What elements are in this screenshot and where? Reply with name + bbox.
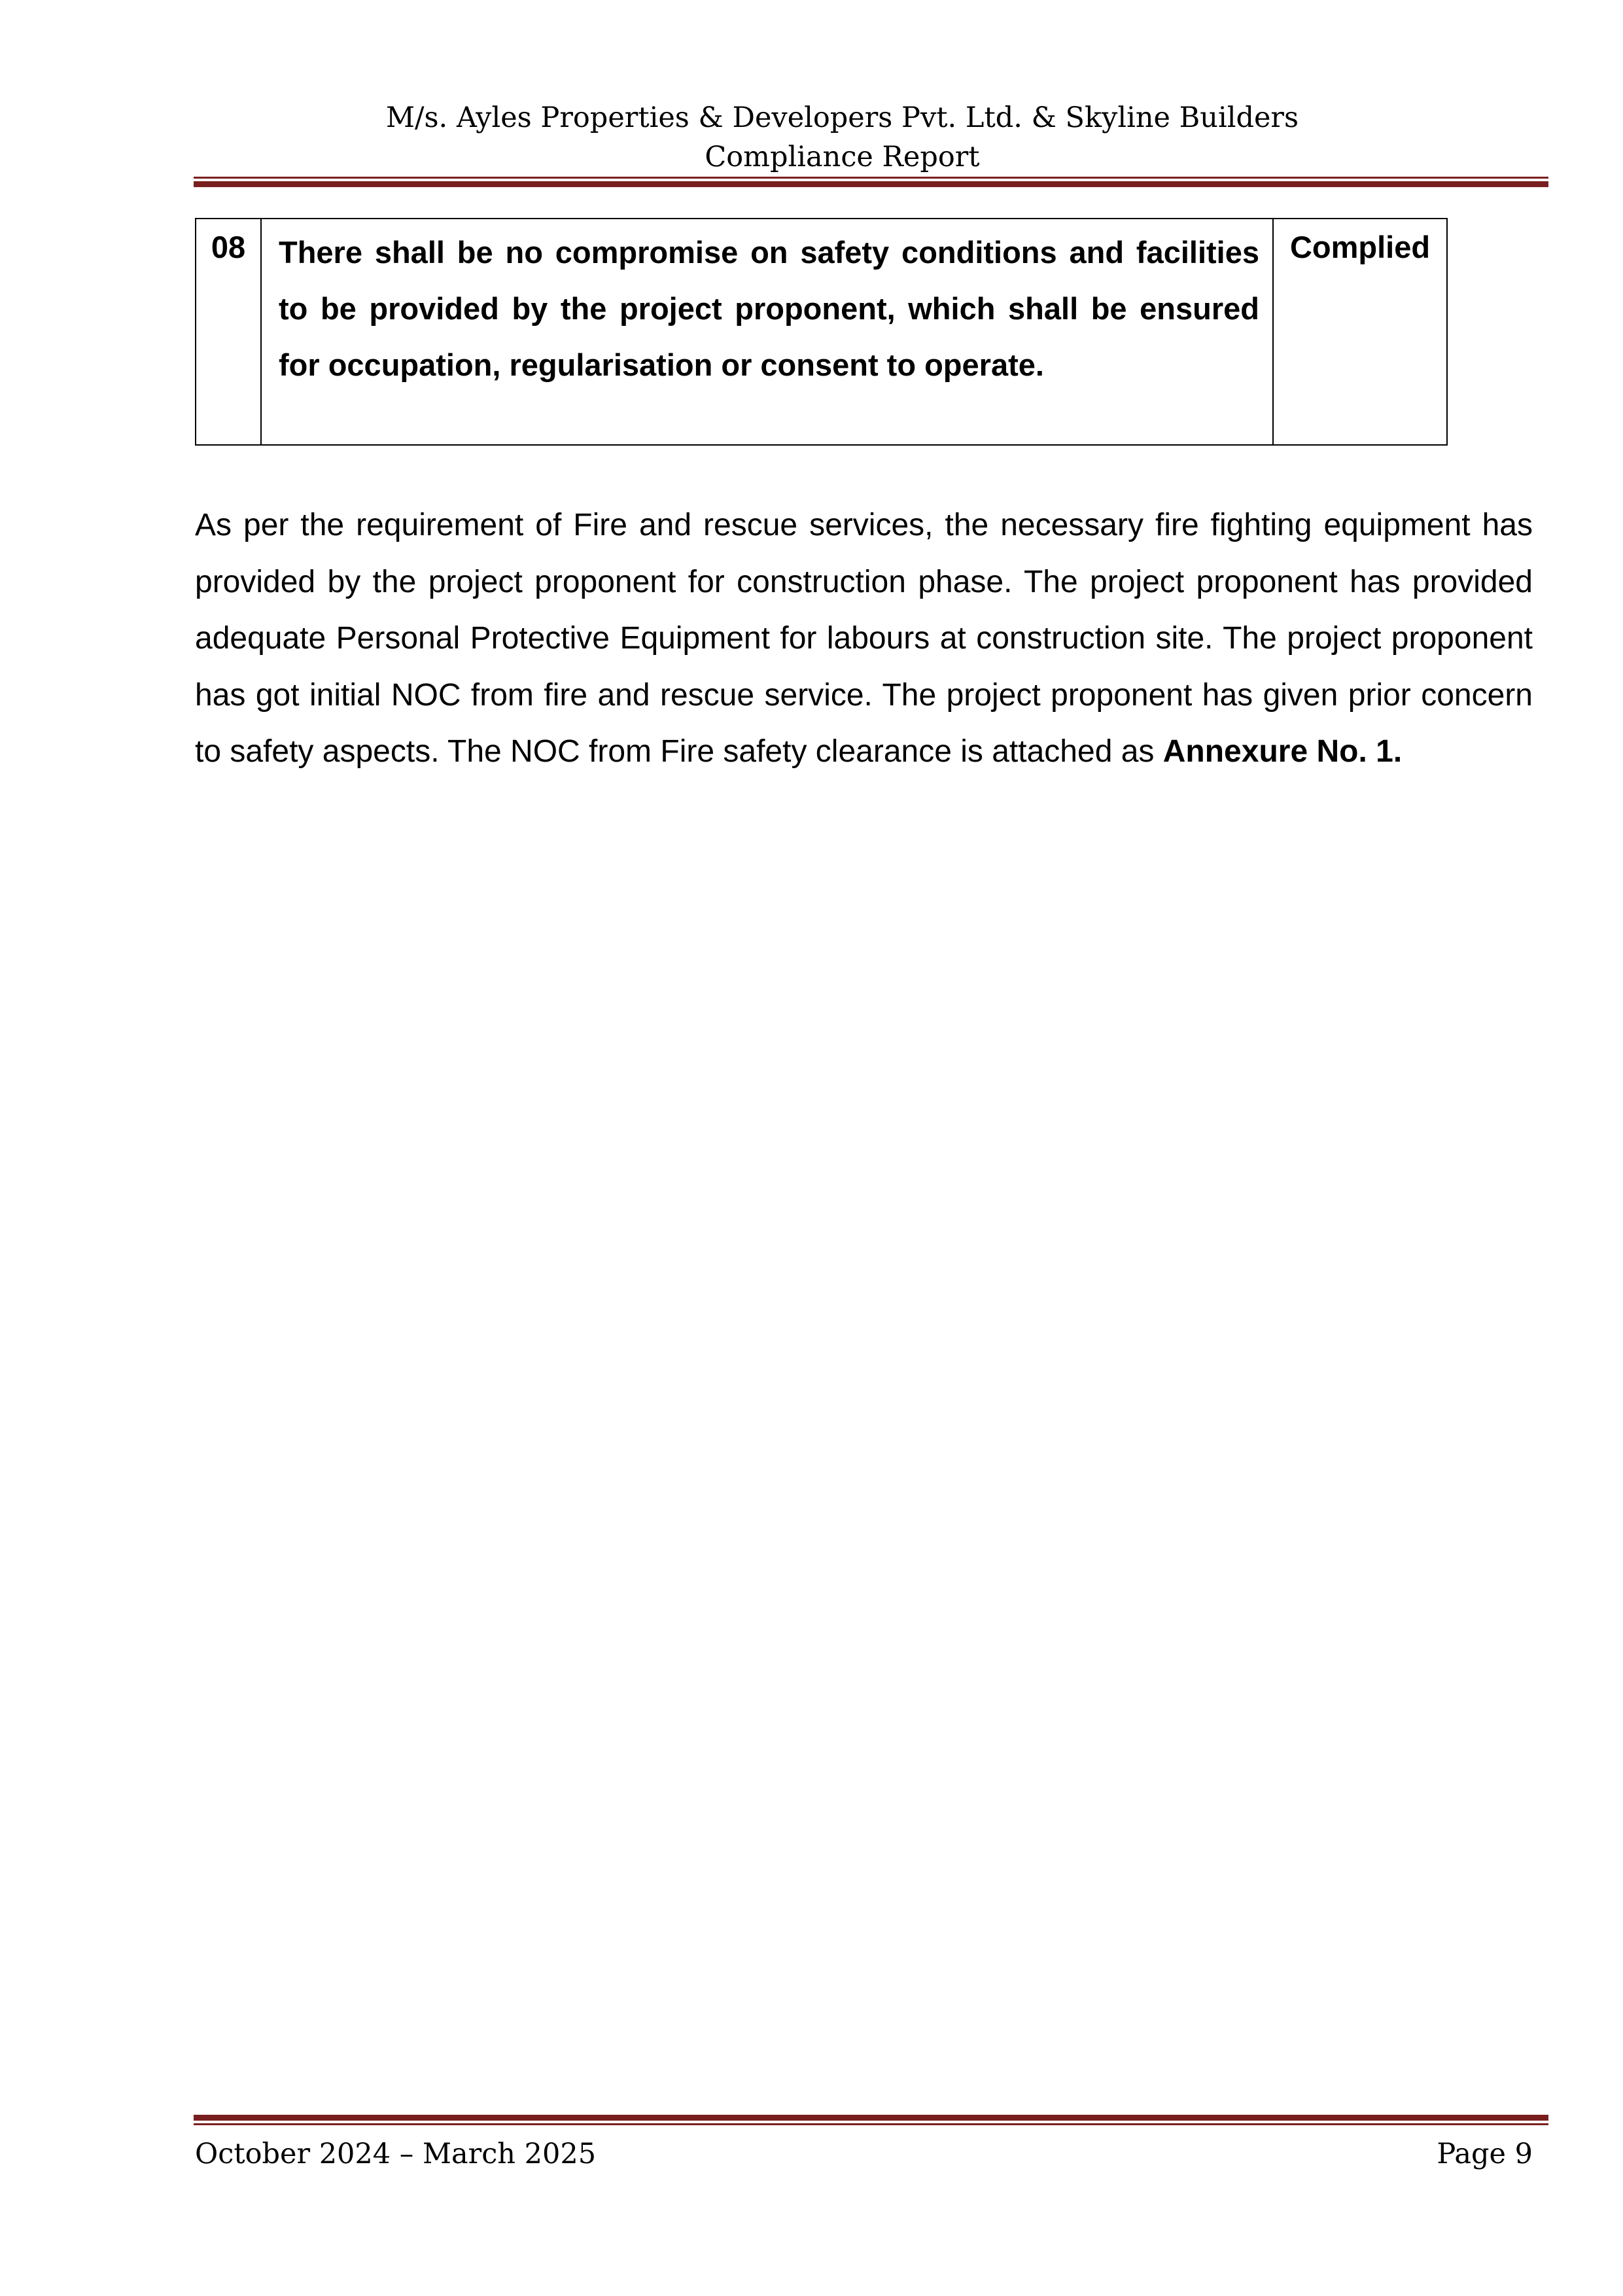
body-paragraph bbox=[195, 497, 1533, 781]
compliance-table bbox=[195, 218, 1448, 446]
footer-rule-thick bbox=[194, 2115, 1548, 2121]
header-company: M/s. Ayles Properties & Developers Pvt. Ltd. & Skyline Builders bbox=[385, 101, 1299, 134]
page-number: Page 9 bbox=[1437, 2138, 1533, 2170]
condition-text: There shall be no compromise on safety conditions and facilities to be provided by the project proponent, which shall be ensured for occupation, regularisation or consent to operate. bbox=[279, 235, 1259, 382]
footer-period: October 2024 – March 2025 bbox=[195, 2138, 597, 2170]
page-header bbox=[195, 98, 1490, 177]
condition-cell bbox=[261, 219, 1273, 445]
header-rule-thick bbox=[194, 181, 1548, 187]
header-rule-thin bbox=[194, 177, 1548, 179]
body-text: As per the requirement of Fire and rescue services, the necessary fire fighting equipment has provided by the project proponent for construction phase. The project proponent has provided adequate Personal Protective Equipment for labours at construction site. The project proponent has got initial NOC from fire and rescue service. The project proponent has given prior concern to safety aspects. The NOC from Fire safety clearance is attached as bbox=[195, 508, 1533, 769]
header-title: Compliance Report bbox=[705, 141, 980, 173]
table-row bbox=[196, 219, 1447, 445]
annexure-reference: Annexure No. 1. bbox=[1162, 734, 1403, 769]
condition-number: 08 bbox=[196, 219, 261, 445]
compliance-status: Complied bbox=[1273, 219, 1447, 445]
footer-rule-thin bbox=[194, 2123, 1548, 2125]
